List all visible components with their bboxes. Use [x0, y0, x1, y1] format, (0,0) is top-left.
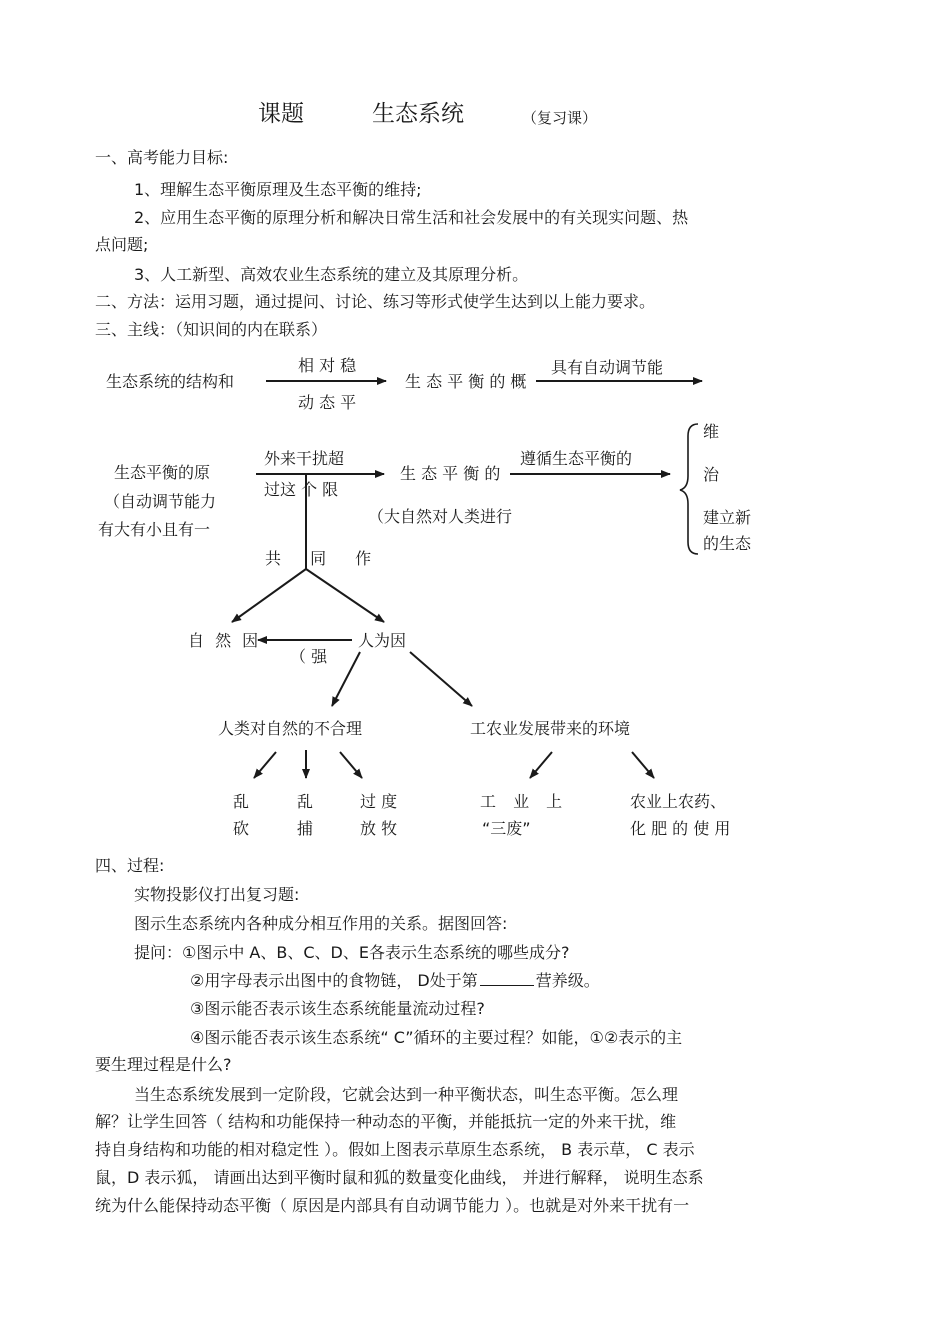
question-4: ④图示能否表示该生态系统“ C”循环的主要过程？如能，①②表示的主 [190, 1028, 683, 1047]
arrow-to-natural-factor [232, 569, 306, 622]
leaf-agriculture-bottom: 化 肥 的 使 用 [630, 819, 731, 838]
diagram-unreasonable-use: 人类对自然的不合理 [218, 719, 363, 738]
diagram-exceed-limit: 过这 个 限 [264, 480, 339, 499]
diagram-nature-retaliation: （大自然对人类进行 [368, 507, 513, 526]
diagram-human-factor: 人为因 [358, 631, 407, 650]
question-2-text: ②用字母表示出图中的食物链， D处于第 [190, 971, 478, 990]
diagram-principle-note1: （自动调节能力 [104, 492, 217, 511]
question-2 [190, 971, 600, 991]
brace-item-govern: 治 [703, 465, 720, 484]
paragraph-line3: 持自身结构和功能的相对稳定性 ）。假如上图表示草原生态系统， B 表示草， C 表示 [95, 1140, 695, 1159]
answer-blank [480, 971, 534, 986]
diagram-external-disturbance: 外来干扰超 [264, 449, 345, 468]
arrow-to-human-factor [306, 569, 384, 622]
leaf-deforestation-bottom: 砍 [233, 819, 250, 838]
section1-item2: 2、应用生态平衡的原理分析和解决日常生活和社会发展中的有关现实问题、热 [134, 208, 689, 227]
paragraph-line2: 解？让学生回答（ 结构和功能保持一种动态的平衡，并能抵抗一定的外来干扰，维 [95, 1112, 677, 1131]
section4-heading: 四、过程: [95, 856, 165, 875]
diagram-balance-principle: 生态平衡的原 [114, 463, 211, 482]
section2-heading: 二、方法：运用习题，通过提问、讨论、练习等形式使学生达到以上能力要求。 [95, 292, 656, 311]
paragraph-line5: 统为什么能保持动态平衡（ 原因是内部具有自动调节能力 ）。也就是对外来干扰有一 [95, 1196, 690, 1215]
section1-item2-cont: 点问题; [95, 235, 149, 254]
title-name: 生态系统 [372, 101, 464, 127]
diagram-principle-note2: 有大有小且有一 [98, 520, 211, 539]
diagram-balance-disruption: 生 态 平 衡 的 [400, 464, 501, 483]
diagram-structure: 生态系统的结构和 [106, 372, 235, 391]
leaf-overhunting-top: 乱 [297, 792, 314, 811]
diagram-joint-action: 共 同 作 [265, 549, 384, 568]
diagram-environment-problem: 工农业发展带来的环境 [470, 719, 631, 738]
leaf-overgrazing-bottom: 放 牧 [360, 819, 398, 838]
arrow-to-leaf1 [254, 752, 276, 778]
brace-item-build: 建立新 [703, 508, 752, 527]
question-1: 提问：①图示中 A、B、C、D、E各表示生态系统的哪些成分? [134, 943, 570, 962]
leaf-industry-bottom: “三废” [482, 819, 531, 838]
title-tag: （复习课） [522, 109, 598, 127]
curly-brace [680, 424, 698, 554]
arrow-to-leaf5 [632, 752, 654, 778]
diagram-strong-note: （ 强 [290, 647, 328, 666]
arrow-to-leaf3 [340, 752, 362, 778]
paragraph-line1: 当生态系统发展到一定阶段，它就会达到一种平衡状态，叫生态平衡。怎么理 [134, 1085, 679, 1104]
leaf-overhunting-bottom: 捕 [297, 819, 314, 838]
section1-heading: 一、高考能力目标: [95, 148, 229, 167]
leaf-agriculture-top: 农业上农药、 [630, 792, 727, 811]
process-line2: 图示生态系统内各种成分相互作用的关系。据图回答: [134, 914, 508, 933]
question-4-cont: 要生理过程是什么? [95, 1055, 232, 1074]
section1-item3: 3、人工新型、高效农业生态系统的建立及其原理分析。 [134, 265, 529, 284]
diagram-follow-balance: 遵循生态平衡的 [520, 449, 633, 468]
diagram-dynamic: 动 态 平 [298, 393, 357, 412]
diagram-self-regulation: 具有自动调节能 [551, 358, 664, 377]
brace-item-build-cont: 的生态 [703, 534, 752, 553]
diagram-balance-concept: 生 态 平 衡 的 概 [405, 372, 527, 391]
diagram-natural-factor: 自 然 因 [188, 631, 262, 650]
arrow-to-branch1 [332, 652, 360, 706]
leaf-industry-top: 工 业 上 [480, 792, 569, 811]
question-3: ③图示能否表示该生态系统能量流动过程? [190, 999, 485, 1018]
paragraph-line4: 鼠，D 表示狐， 请画出达到平衡时鼠和狐的数量变化曲线， 并进行解释， 说明生态系 [95, 1168, 704, 1187]
question-2-suffix: 营养级。 [535, 971, 600, 990]
arrow-to-branch2 [410, 652, 472, 706]
leaf-overgrazing-top: 过 度 [360, 792, 398, 811]
title-label: 课题 [258, 101, 304, 127]
section1-item1: 1、理解生态平衡原理及生态平衡的维持; [134, 180, 422, 199]
process-line1: 实物投影仪打出复习题: [134, 885, 300, 904]
diagram-relative-stable: 相 对 稳 [298, 356, 357, 375]
leaf-deforestation-top: 乱 [233, 792, 250, 811]
arrow-to-leaf4 [530, 752, 552, 778]
brace-item-maintain: 维 [703, 422, 720, 441]
section3-heading: 三、主线：（知识间的内在联系） [95, 320, 328, 339]
